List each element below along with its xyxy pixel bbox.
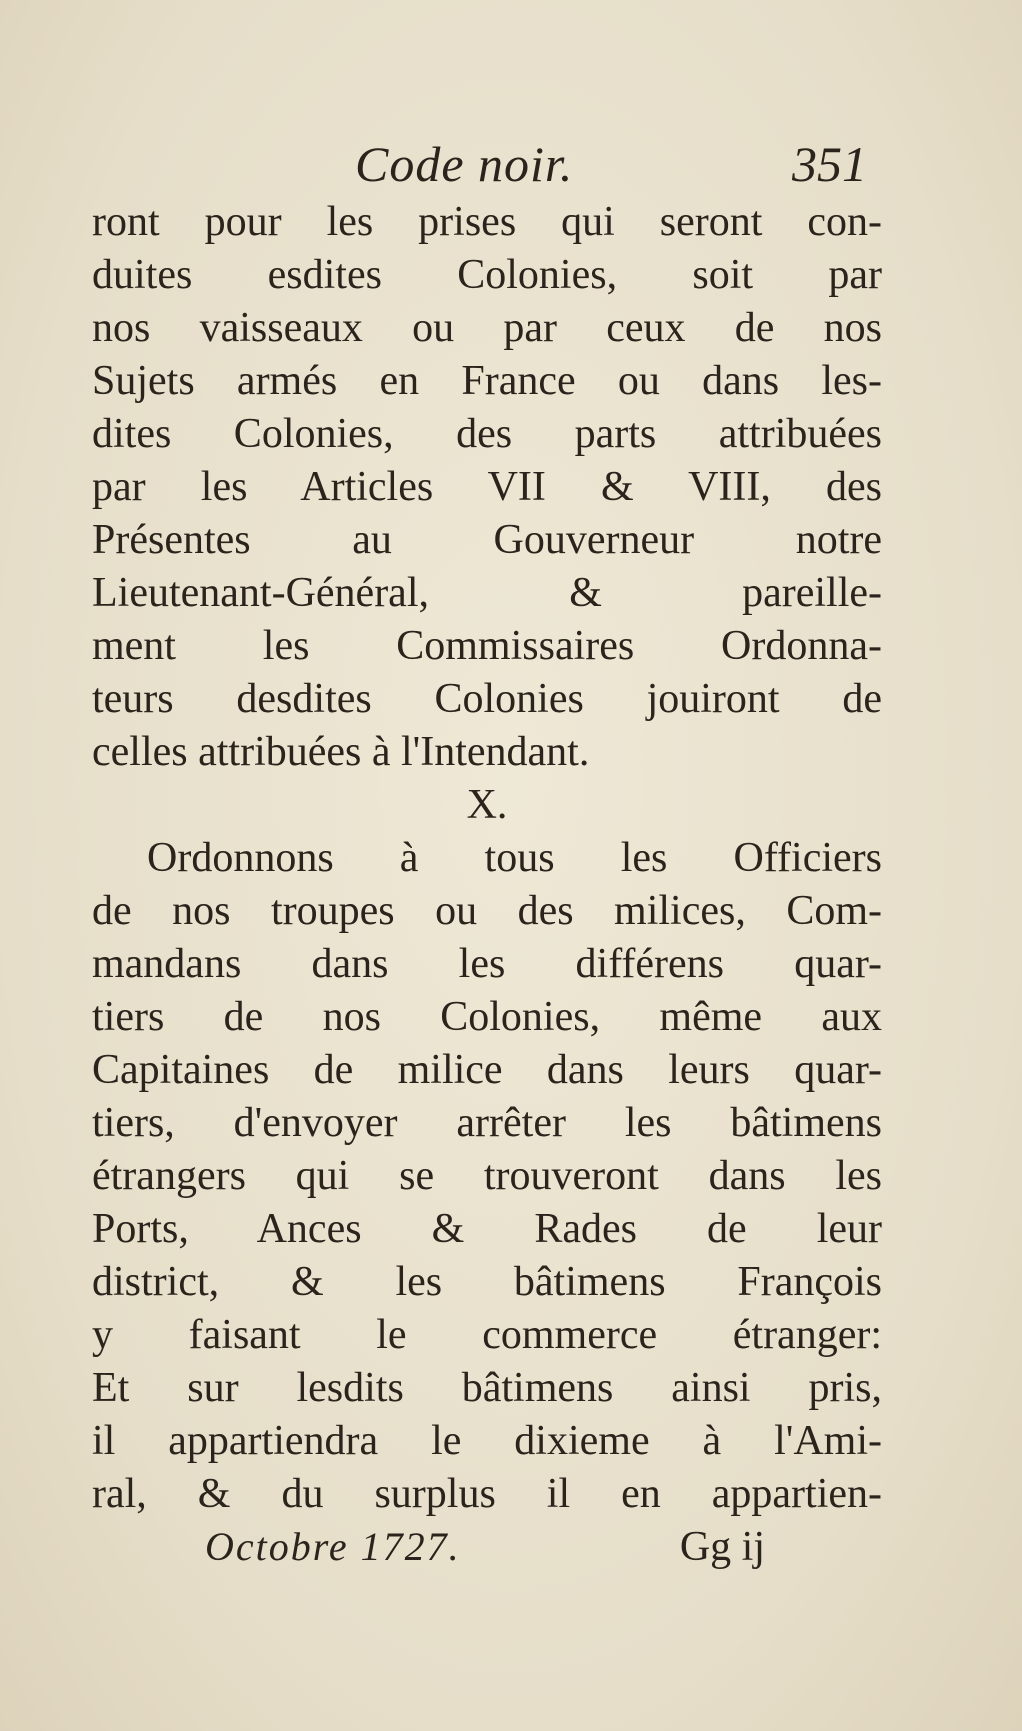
text-line: ral, & du surplus il en appartien- xyxy=(92,1471,882,1517)
page-header xyxy=(355,135,875,205)
running-title: Code noir. xyxy=(355,136,574,192)
text-line: teurs desdites Colonies jouiront de xyxy=(92,676,882,722)
text-line: par les Articles VII & VIII, des xyxy=(92,464,882,510)
text-line: Capitaines de milice dans leurs quar- xyxy=(92,1047,882,1093)
text-line: tiers, d'envoyer arrêter les bâtimens xyxy=(92,1100,882,1146)
page-number: 351 xyxy=(792,136,867,192)
text-line: Sujets armés en France ou dans les- xyxy=(92,358,882,404)
text-line: Ordonnons à tous les Officiers xyxy=(147,835,882,881)
paragraph-continued xyxy=(92,196,882,779)
text-line: Lieutenant-Général, & pareille- xyxy=(92,570,882,616)
text-line: dites Colonies, des parts attribuées xyxy=(92,411,882,457)
text-line: de nos troupes ou des milices, Com- xyxy=(92,888,882,934)
text-line: mandans dans les différens quar- xyxy=(92,941,882,987)
text-line: Et sur lesdits bâtimens ainsi pris, xyxy=(92,1365,882,1411)
signature-mark: Gg ij xyxy=(679,1524,765,1570)
text-line: ront pour les prises qui seront con- xyxy=(92,199,882,245)
text-line: il appartiendra le dixieme à l'Ami- xyxy=(92,1418,882,1464)
text-line: ment les Commissaires Ordonna- xyxy=(92,623,882,669)
text-line: duites esdites Colonies, soit par xyxy=(92,252,882,298)
text-line: Ports, Ances & Rades de leur xyxy=(92,1206,882,1252)
text-line: tiers de nos Colonies, même aux xyxy=(92,994,882,1040)
article-paragraph xyxy=(92,832,882,1521)
footer-date: Octobre 1727. xyxy=(205,1524,461,1569)
text-line: Présentes au Gouverneur notre xyxy=(92,517,882,563)
text-line: y faisant le commerce étranger: xyxy=(92,1312,882,1358)
text-line: étrangers qui se trouveront dans les xyxy=(92,1153,882,1199)
text-line: celles attribuées à l'Intendant. xyxy=(92,729,590,775)
page-footer xyxy=(205,1523,765,1583)
text-line: district, & les bâtimens François xyxy=(92,1259,882,1305)
article-heading: X. xyxy=(466,782,508,828)
text-line: nos vaisseaux ou par ceux de nos xyxy=(92,305,882,351)
body-text xyxy=(92,196,882,1521)
